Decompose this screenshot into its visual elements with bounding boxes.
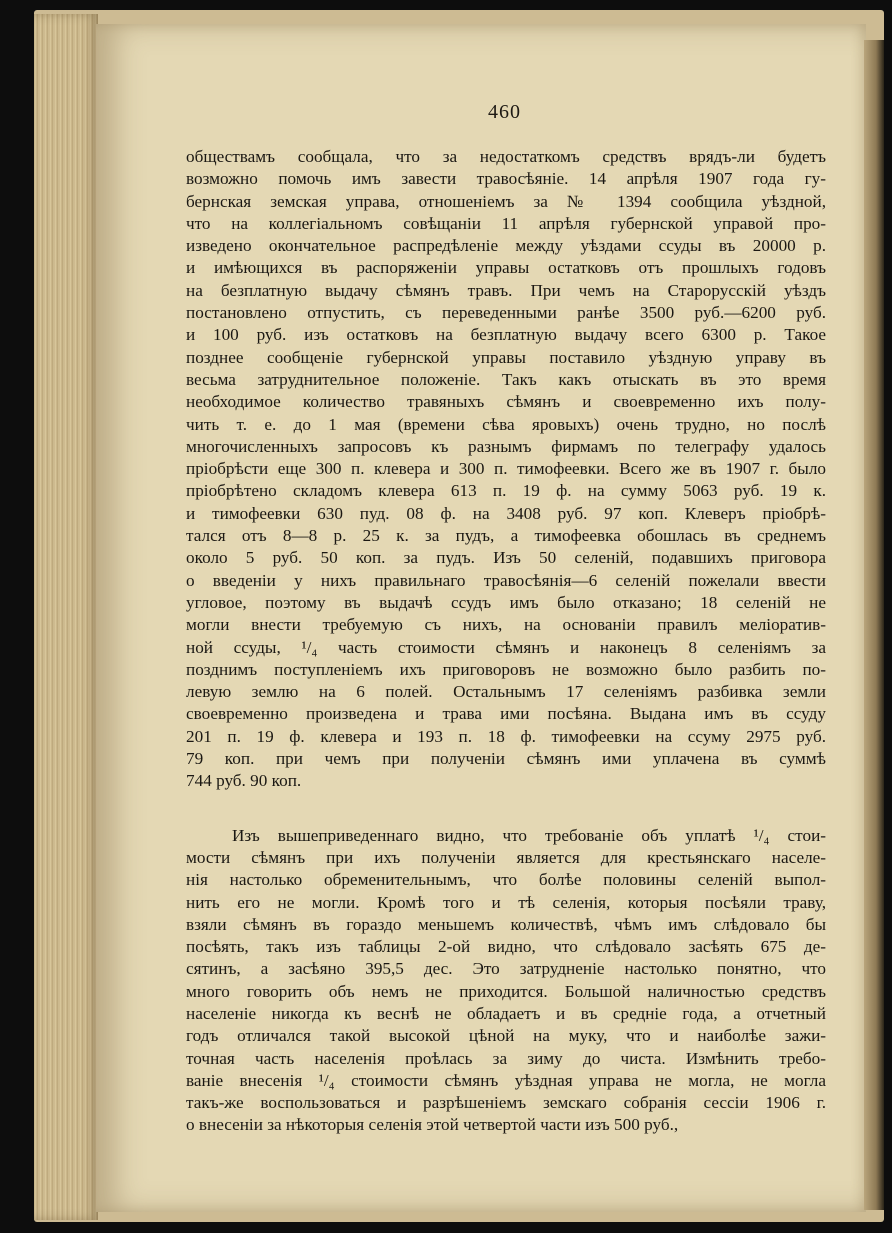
text-line: пріобрѣтено складомъ клевера 613 п. 19 ф. на сумму 5063 руб. 19 к.	[186, 481, 826, 501]
text-line: о введеніи у нихъ правильнаго травосѣянія—6 селеній пожелали ввести	[186, 570, 826, 590]
text-line: могли внести требуемую съ нихъ, на основаніи правилъ меліоратив-	[186, 615, 826, 635]
text-line: необходимое количество травяныхъ сѣмянъ и своевременно ихъ полу-	[186, 392, 826, 412]
text-line: ной ссуды, ¹/₄ часть стоимости сѣмянъ и наконецъ 8 селеніямъ за	[186, 637, 826, 657]
text-line: годъ отличался такой высокой цѣной на муку, что и наиболѣе зажи-	[186, 1026, 826, 1046]
text-line: населеніе никогда къ веснѣ не обладаетъ и въ средніе года, а отчетный	[186, 1003, 826, 1023]
text-line: о внесеніи за нѣкоторыя селенія этой четвертой части изъ 500 руб.,	[186, 1115, 679, 1135]
text-line: угловое, поэтому въ выдачѣ ссудъ имъ было отказано; 18 селеній не	[186, 592, 826, 612]
paragraph-2	[186, 825, 826, 1137]
text-line: многочисленныхъ запросовъ къ разнымъ фирмамъ по телеграфу удалось	[186, 436, 826, 456]
text-line: Изъ вышеприведеннаго видно, что требованіе объ уплатѣ ¹/₄ стои-	[232, 825, 826, 845]
page-right-edge	[864, 40, 884, 1210]
page-number: 460	[488, 101, 521, 123]
text-line: весьма затруднительное положеніе. Такъ какъ отыскать въ это время	[186, 369, 826, 389]
text-line: изведено окончательное распредѣленіе между уѣздами ссуды въ 20000 р.	[186, 236, 826, 256]
text-line: точная часть населенія проѣлась за зиму до чиста. Измѣнить требо-	[186, 1048, 826, 1068]
text-line: мости сѣмянъ при ихъ полученіи является для крестьянскаго населе-	[186, 847, 826, 867]
text-line: и имѣющихся въ распоряженіи управы остатковъ отъ прошлыхъ годовъ	[186, 258, 826, 278]
text-line: позднимъ поступленіемъ ихъ приговоровъ не возможно было разбить по-	[186, 659, 826, 679]
text-line: около 5 руб. 50 коп. за пудъ. Изъ 50 селеній, подавшихъ приговора	[186, 548, 826, 568]
text-line: взяли сѣмянъ въ гораздо меньшемъ количествѣ, чѣмъ имъ слѣдовало бы	[186, 914, 826, 934]
text-line: такъ-же воспользоваться и разрѣшеніемъ земскаго собранія сессіи 1906 г.	[186, 1093, 826, 1113]
text-line: много говорить объ немъ не приходится. Большой наличностью средствъ	[186, 981, 826, 1001]
text-line: бернская земская управа, отношеніемъ за № 1394 сообщила уѣздной,	[186, 191, 826, 211]
page-edges	[34, 14, 98, 1220]
text-line: 201 п. 19 ф. клевера и 193 п. 18 ф. тимофеевки на ссуму 2975 руб.	[186, 726, 826, 746]
text-line: на безплатную выдачу сѣмянъ травъ. При чемъ на Старорусскій уѣздъ	[186, 280, 826, 300]
text-line: сятинъ, а засѣяно 395,5 дес. Это затрудненіе настолько понятно, что	[186, 959, 826, 979]
text-line: возможно помочь имъ завести травосѣяніе. 14 апрѣля 1907 года гу-	[186, 169, 826, 189]
text-line: тался отъ 8—8 р. 25 к. за пудъ, а тимофеевка обошлась въ среднемъ	[186, 526, 826, 546]
text-block	[186, 146, 826, 1137]
text-line: постановлено отпустить, съ переведенными ранѣе 3500 руб.—6200 руб.	[186, 303, 826, 323]
text-line: что на коллегіальномъ совѣщаніи 11 апрѣля губернской управой про-	[186, 213, 826, 233]
text-line: 744 руб. 90 коп.	[186, 771, 302, 791]
text-line: чить т. е. до 1 мая (времени сѣва яровыхъ) очень трудно, но послѣ	[186, 414, 826, 434]
text-line: своевременно произведена и трава ими посѣяна. Выдана имъ въ ссуду	[186, 704, 826, 724]
text-line: левую землю на 6 полей. Остальнымъ 17 селеніямъ разбивка земли	[186, 682, 826, 702]
text-line: пріобрѣсти еще 300 п. клевера и 300 п. тимофеевки. Всего же въ 1907 г. было	[186, 459, 826, 479]
text-line: позднее сообщеніе губернской управы поставило уѣздную управу въ	[186, 347, 826, 367]
text-line: 79 коп. при чемъ при полученіи сѣмянъ ими уплачена въ суммѣ	[186, 749, 826, 769]
text-line: нить его не могли. Кромѣ того и тѣ селенія, которыя посѣяли траву,	[186, 892, 826, 912]
text-line: и 100 руб. изъ остатковъ на безплатную выдачу всего 6300 р. Такое	[186, 325, 826, 345]
text-line: и тимофеевки 630 пуд. 08 ф. на 3408 руб. 97 коп. Клеверъ пріобрѣ-	[186, 503, 826, 523]
paragraph-1	[186, 146, 826, 793]
text-line: обществамъ сообщала, что за недостаткомъ средствъ врядъ-ли будетъ	[186, 147, 826, 166]
text-line: ваніе внесенія ¹/₄ стоимости сѣмянъ уѣздная управа не могла, не могла	[186, 1070, 826, 1090]
text-line: посѣять, такъ изъ таблицы 2-ой видно, что слѣдовало засѣять 675 де-	[186, 937, 826, 957]
text-line: нія настолько обременительнымъ, что болѣе половины селеній выпол-	[186, 870, 826, 890]
